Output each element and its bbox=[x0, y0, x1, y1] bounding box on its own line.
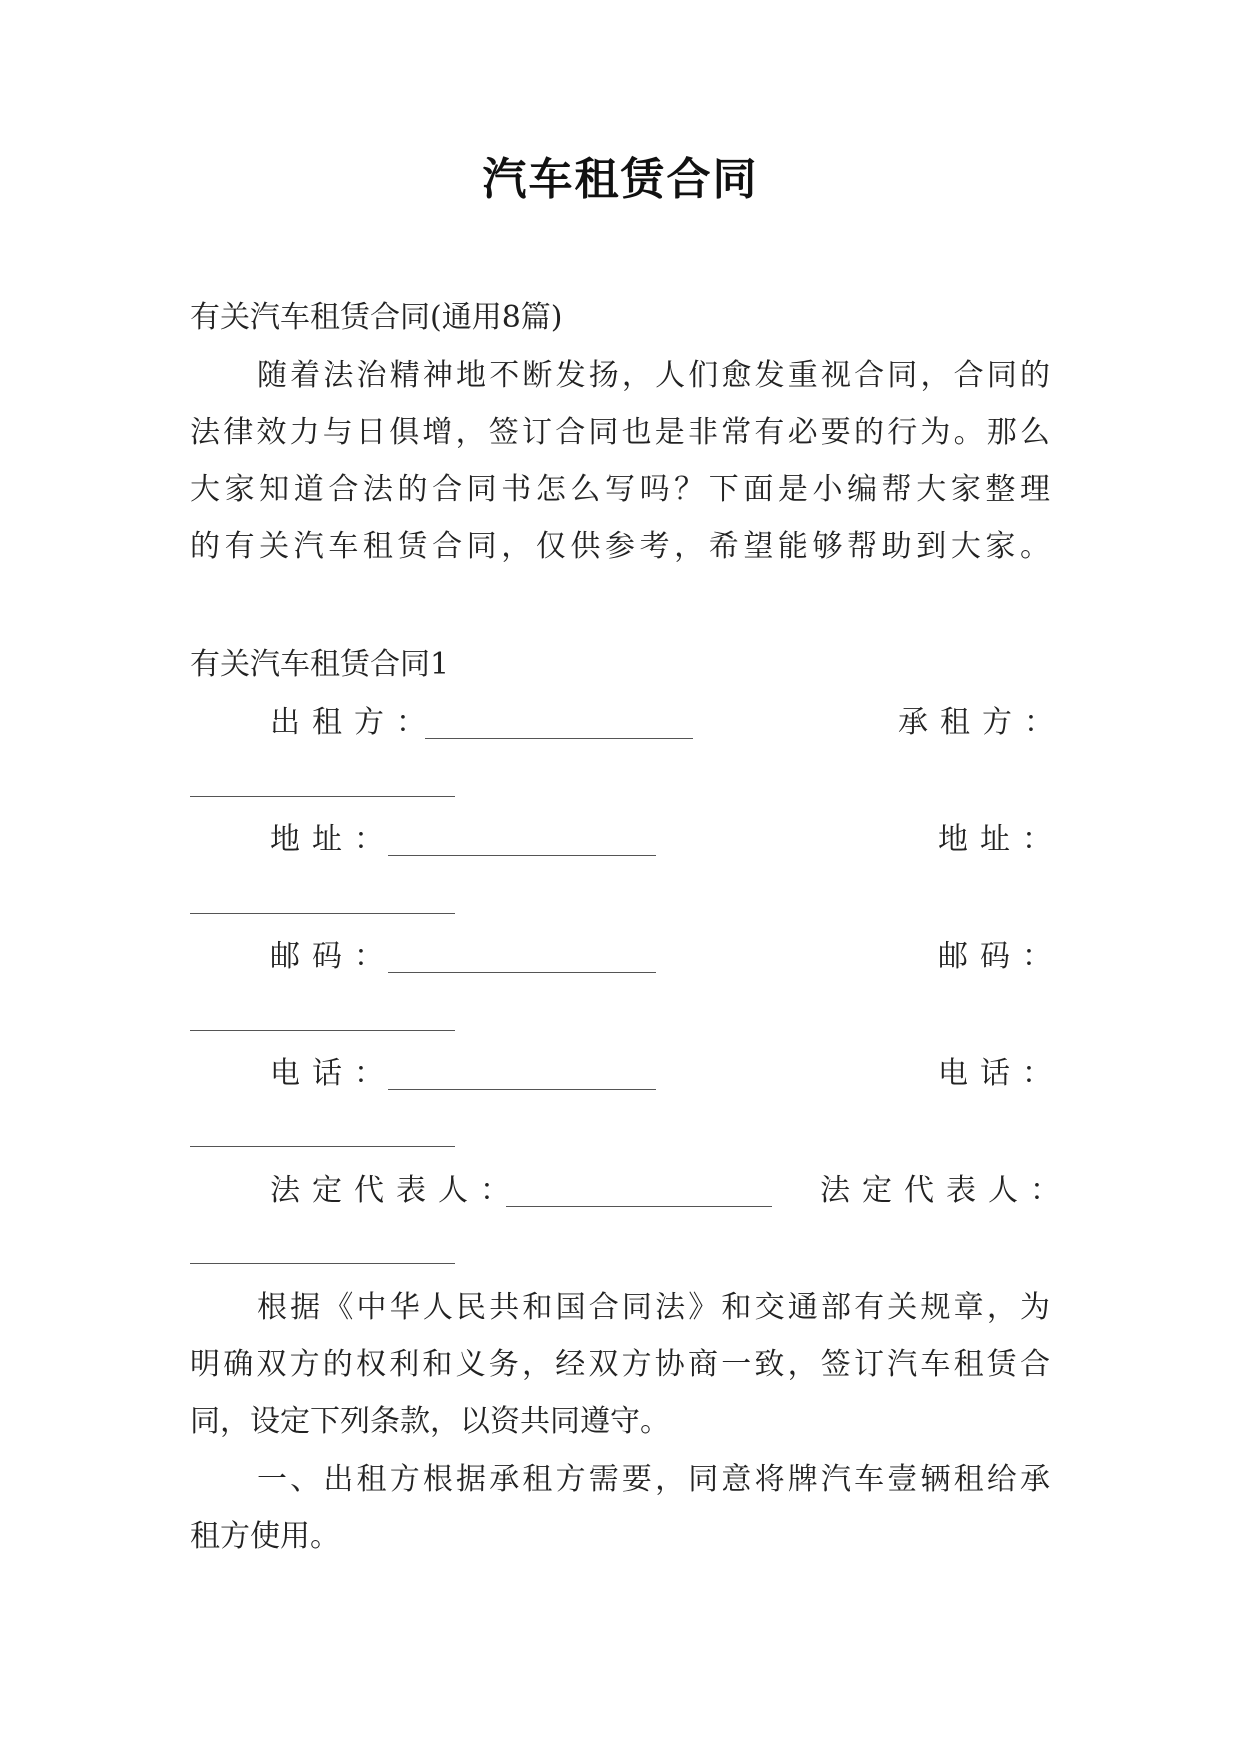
lessor-blank[interactable] bbox=[425, 738, 693, 739]
intro-line: 大家知道合法的合同书怎么写吗？下面是小编帮大家整理 bbox=[190, 472, 1050, 507]
lessor-phone-label: 电话： bbox=[270, 1056, 396, 1091]
lessor-representative-label: 法定代表人： bbox=[270, 1173, 522, 1208]
lessor-address-blank[interactable] bbox=[388, 855, 656, 856]
intro-line: 随着法治精神地不断发扬，人们愈发重视合同，合同的 bbox=[257, 358, 1050, 393]
intro-line: 法律效力与日俱增，签订合同也是非常有必要的行为。那么 bbox=[190, 415, 1050, 450]
clause-line: 一、出租方根据承租方需要，同意将牌汽车壹辆租给承 bbox=[257, 1462, 1050, 1497]
lessor-postcode-blank[interactable] bbox=[388, 972, 656, 973]
lessee-blank[interactable] bbox=[190, 796, 455, 797]
lessee-postcode-blank[interactable] bbox=[190, 1030, 455, 1031]
lessor-representative-blank[interactable] bbox=[506, 1206, 772, 1207]
clause-line: 租方使用。 bbox=[190, 1519, 340, 1554]
lessor-postcode-label: 邮码： bbox=[270, 939, 396, 974]
lessee-phone-blank[interactable] bbox=[190, 1146, 455, 1147]
body-line: 同，设定下列条款，以资共同遵守。 bbox=[190, 1404, 670, 1439]
lessee-representative-blank[interactable] bbox=[190, 1263, 455, 1264]
intro-line: 的有关汽车租赁合同，仅供参考，希望能够帮助到大家。 bbox=[190, 529, 1050, 564]
lessee-address-label: 地址： bbox=[938, 822, 1064, 857]
page-title: 汽车租赁合同 bbox=[482, 154, 759, 205]
subtitle: 有关汽车租赁合同(通用8篇) bbox=[190, 300, 563, 335]
lessee-postcode-label: 邮码： bbox=[938, 939, 1064, 974]
lessor-phone-blank[interactable] bbox=[388, 1089, 656, 1090]
body-line: 根据《中华人民共和国合同法》和交通部有关规章，为 bbox=[257, 1290, 1050, 1325]
lessor-label: 出租方： bbox=[270, 705, 438, 740]
lessee-phone-label: 电话： bbox=[938, 1056, 1064, 1091]
lessor-address-label: 地址： bbox=[270, 822, 396, 857]
section-heading: 有关汽车租赁合同1 bbox=[190, 647, 450, 682]
lessee-address-blank[interactable] bbox=[190, 913, 455, 914]
body-line: 明确双方的权利和义务，经双方协商一致，签订汽车租赁合 bbox=[190, 1347, 1050, 1382]
lessee-representative-label: 法定代表人： bbox=[820, 1173, 1072, 1208]
lessee-label: 承租方： bbox=[898, 705, 1066, 740]
